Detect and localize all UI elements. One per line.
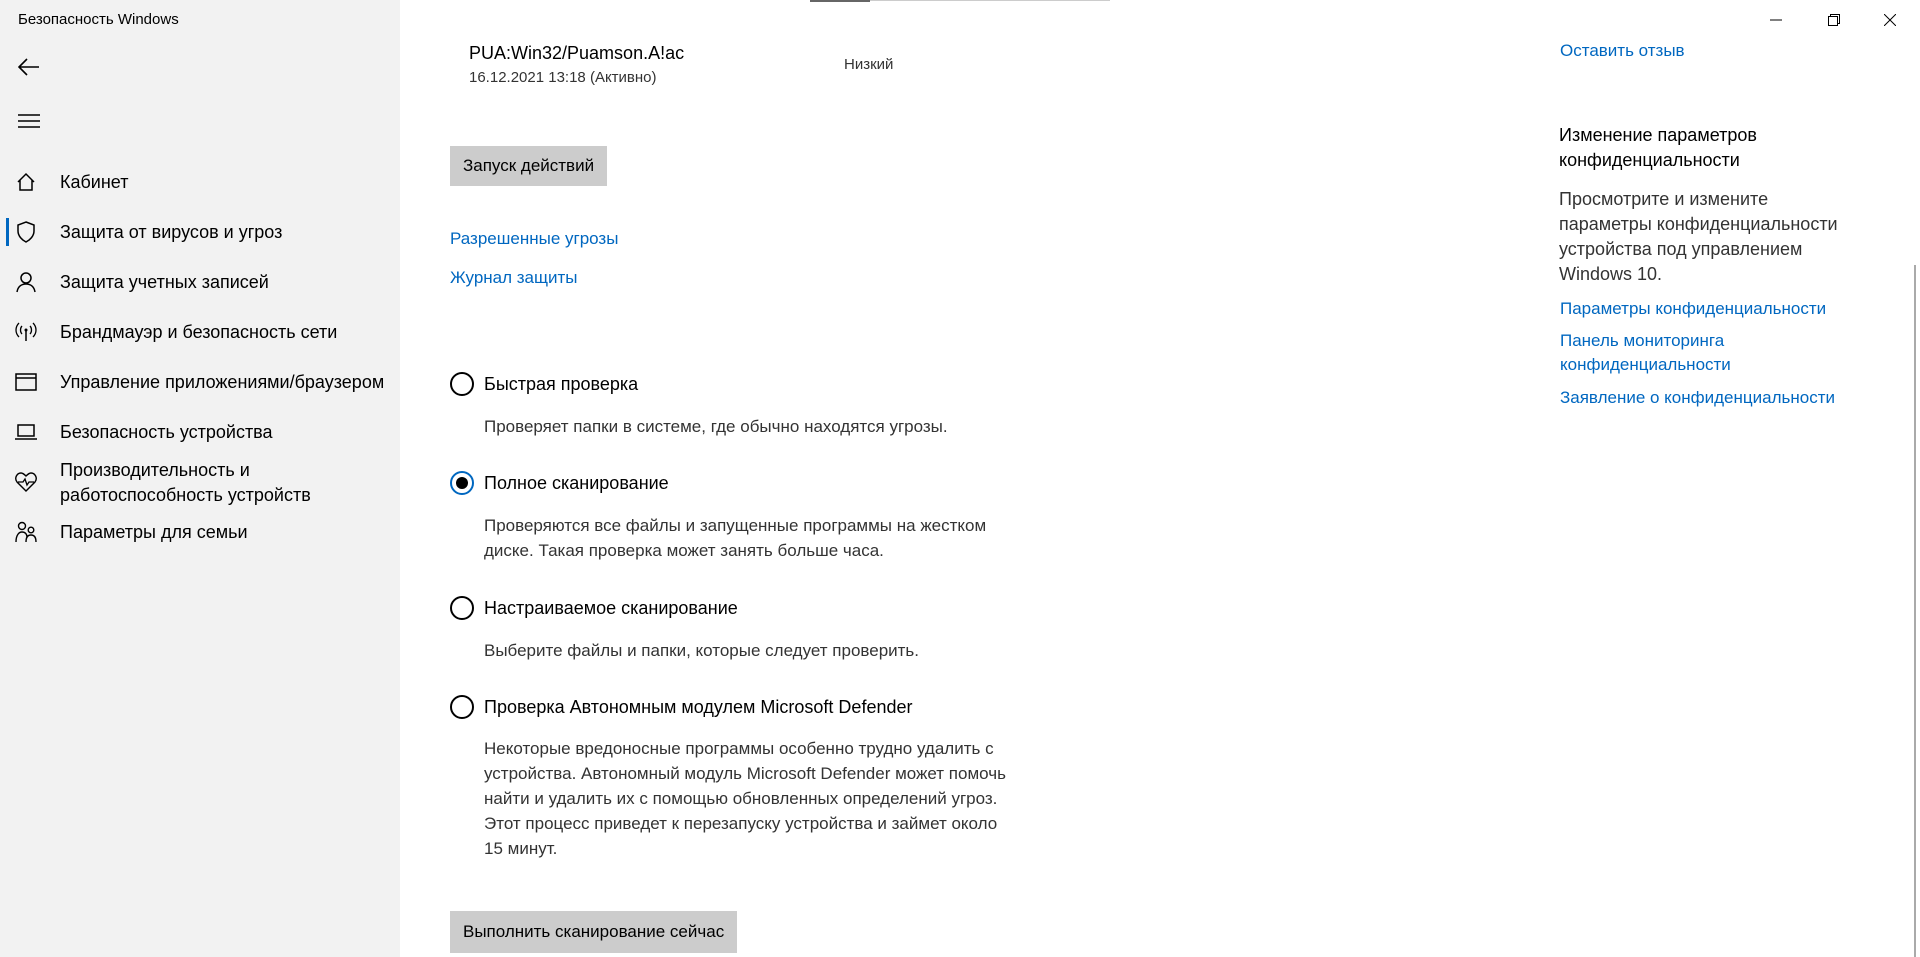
desc-line: Этот процесс приведет к перезапуску устройства и займет около: [484, 814, 998, 833]
privacy-description: [1559, 187, 1869, 287]
family-icon: [14, 520, 38, 544]
sidebar-item-home[interactable]: [0, 170, 400, 194]
radio-button[interactable]: [450, 596, 474, 620]
minimize-button[interactable]: [1748, 0, 1804, 40]
sidebar-item-virus-protection[interactable]: [0, 220, 400, 244]
text-line: устройства под управлением: [1559, 239, 1803, 259]
allowed-threats-link[interactable]: Разрешенные угрозы: [450, 229, 619, 248]
desc-line: диске. Такая проверка может занять больше часа.: [484, 541, 884, 560]
radio-button[interactable]: [450, 695, 474, 719]
radio-label: Быстрая проверка: [484, 373, 639, 394]
home-icon: [14, 170, 38, 194]
scan-now-button[interactable]: Выполнить сканирование сейчас: [450, 911, 737, 953]
sidebar-item-app-browser-control[interactable]: [0, 370, 400, 394]
heading-line: конфиденциальности: [1559, 150, 1740, 170]
privacy-heading: [1559, 123, 1869, 173]
threat-date: 16.12.2021 13:18 (Активно): [469, 69, 657, 86]
link-line: Панель мониторинга: [1560, 331, 1725, 350]
shield-icon: [14, 220, 38, 244]
custom-scan-option[interactable]: [450, 596, 738, 620]
sidebar-item-firewall[interactable]: [0, 320, 400, 344]
restore-icon: [1828, 14, 1840, 26]
close-button[interactable]: [1862, 0, 1918, 40]
protection-history-link[interactable]: Журнал защиты: [450, 268, 578, 287]
text-line: параметры конфиденциальности: [1559, 214, 1838, 234]
scrollbar[interactable]: [1914, 265, 1916, 957]
threat-name[interactable]: PUA:Win32/Puamson.A!ac: [469, 43, 685, 63]
sidebar-item-device-performance[interactable]: [0, 460, 400, 505]
desc-line: Проверяет папки в системе, где обычно находятся угрозы.: [484, 417, 948, 436]
laptop-icon: [14, 420, 38, 444]
sidebar-item-label: Параметры для семьи: [60, 522, 248, 542]
heading-line: Изменение параметров: [1559, 125, 1757, 145]
title-bar: [0, 0, 1920, 40]
active-indicator: [6, 218, 9, 246]
privacy-statement-link[interactable]: Заявление о конфиденциальности: [1560, 388, 1835, 407]
heart-pulse-icon: [14, 470, 38, 494]
sidebar-item-label-line2: работоспособность устройств: [60, 485, 311, 505]
privacy-settings-link[interactable]: Параметры конфиденциальности: [1560, 299, 1827, 318]
offline-scan-option[interactable]: [450, 695, 912, 719]
hamburger-icon: [18, 114, 40, 128]
privacy-dashboard-link[interactable]: [1560, 329, 1880, 377]
sidebar-item-label: Защита учетных записей: [60, 272, 269, 292]
sidebar-item-label-line1: Производительность и: [60, 460, 250, 480]
threat-level: Низкий: [844, 56, 894, 73]
radio-label: Настраиваемое сканирование: [484, 597, 738, 618]
radio-dot: [456, 477, 468, 489]
desc-line: Проверяются все файлы и запущенные программы на жестком: [484, 516, 987, 535]
radio-description: [484, 414, 1074, 439]
desc-line: найти и удалить их с помощью обновленных определений угроз.: [484, 789, 998, 808]
text-line: Просмотрите и измените: [1559, 189, 1769, 209]
sidebar: [0, 0, 400, 957]
radio-description: [484, 513, 1074, 563]
app-window-icon: [14, 370, 38, 394]
sidebar-item-label: Брандмауэр и безопасность сети: [60, 322, 338, 342]
restore-button[interactable]: [1806, 0, 1862, 40]
sidebar-item-family-options[interactable]: [0, 520, 400, 544]
quick-scan-option[interactable]: [450, 372, 638, 396]
radio-description: [484, 736, 1124, 861]
back-arrow-icon: [18, 58, 40, 76]
minimize-icon: [1770, 14, 1782, 26]
wifi-icon: [14, 320, 38, 344]
radio-label: Проверка Автономным модулем Microsoft Defender: [484, 696, 913, 717]
desc-line: 15 минут.: [484, 839, 558, 858]
desc-line: Выберите файлы и папки, которые следует проверить.: [484, 641, 920, 660]
full-scan-option[interactable]: [450, 471, 669, 495]
sidebar-item-label: Защита от вирусов и угроз: [60, 222, 283, 242]
text-line: Windows 10.: [1559, 264, 1663, 284]
sidebar-item-device-security[interactable]: [0, 420, 400, 444]
radio-label: Полное сканирование: [484, 472, 669, 493]
close-icon: [1884, 14, 1896, 26]
sidebar-item-label: Управление приложениями/браузером: [60, 372, 385, 392]
desc-line: устройства. Автономный модуль Microsoft Defender может помочь: [484, 764, 1006, 783]
radio-button-checked[interactable]: [450, 471, 474, 495]
radio-button[interactable]: [450, 372, 474, 396]
desc-line: Некоторые вредоносные программы особенно трудно удалить с: [484, 739, 994, 758]
sidebar-item-label: Кабинет: [60, 172, 129, 192]
feedback-link[interactable]: Оставить отзыв: [1560, 41, 1685, 60]
window-title: Безопасность Windows: [18, 11, 179, 28]
start-actions-button[interactable]: Запуск действий: [450, 146, 607, 186]
link-line: конфиденциальности: [1560, 355, 1731, 374]
radio-description: [484, 638, 1074, 663]
sidebar-item-account-protection[interactable]: [0, 270, 400, 294]
sidebar-item-label-multiline: [60, 458, 311, 508]
menu-button[interactable]: [14, 106, 44, 136]
sidebar-item-label: Безопасность устройства: [60, 422, 273, 442]
back-button[interactable]: [14, 52, 44, 82]
person-icon: [14, 270, 38, 294]
